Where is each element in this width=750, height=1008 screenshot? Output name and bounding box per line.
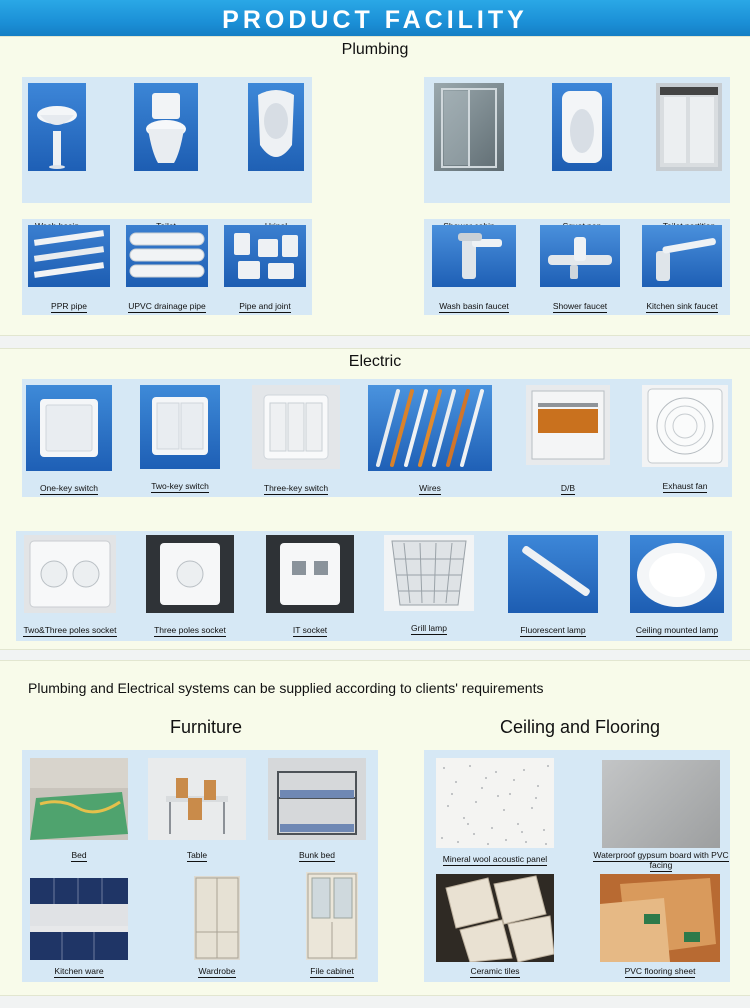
product-wash-basin-faucet xyxy=(432,225,516,313)
product-bunk-bed xyxy=(268,758,366,862)
one-key-switch-image xyxy=(26,385,112,471)
toilet-image xyxy=(134,83,198,171)
two-three-poles-socket-label: Two&Three poles socket xyxy=(23,625,117,635)
fluorescent-lamp-image xyxy=(508,535,598,613)
product-wardrobe xyxy=(194,876,240,978)
it-socket-image xyxy=(266,535,354,613)
wash-basin-image xyxy=(28,83,86,171)
product-bed xyxy=(30,758,128,862)
product-ceramic-tiles xyxy=(436,874,554,978)
electric-title: Electric xyxy=(348,353,402,370)
shower-cabin-image xyxy=(434,83,504,171)
three-poles-socket-image xyxy=(146,535,234,613)
electric-section xyxy=(0,348,750,650)
ceiling-mounted-lamp-image xyxy=(630,535,724,613)
supply-note: Plumbing and Electrical systems can be supplied according to clients' requirements xyxy=(28,680,544,696)
product-db xyxy=(526,385,610,495)
product-squat-pan xyxy=(552,83,612,201)
page-title: PRODUCT FACILITY xyxy=(222,6,528,34)
product-ppr-pipe xyxy=(28,225,110,313)
ceramic-tiles-image xyxy=(436,874,554,962)
shower-faucet-image xyxy=(540,225,620,287)
two-three-poles-socket-image xyxy=(24,535,116,613)
product-shower-faucet xyxy=(540,225,620,313)
two-key-switch-image xyxy=(140,385,220,469)
product-one-key-switch xyxy=(26,385,112,495)
ceramic-tiles-label: Ceramic tiles xyxy=(470,966,520,976)
waterproof-gypsum-board-label: Waterproof gypsum board with PVC facing xyxy=(593,850,729,870)
toilet-partition-image xyxy=(656,83,722,171)
pipe-and-joint-label: Pipe and joint xyxy=(239,301,291,311)
grill-lamp-label: Grill lamp xyxy=(411,623,447,633)
wash-basin-faucet-image xyxy=(432,225,516,287)
product-file-cabinet xyxy=(306,872,358,978)
product-two-three-poles-socket xyxy=(24,535,116,639)
wash-basin-faucet-label: Wash basin faucet xyxy=(439,301,509,311)
three-key-switch-image xyxy=(252,385,340,469)
kitchen-sink-faucet-image xyxy=(642,225,722,287)
product-three-poles-socket xyxy=(146,535,234,639)
wardrobe-image xyxy=(194,876,240,960)
ppr-pipe-label: PPR pipe xyxy=(51,301,87,311)
pipe-and-joint-image xyxy=(224,225,306,287)
squat-pan-image xyxy=(552,83,612,171)
product-toilet-partition xyxy=(656,83,722,201)
upvc-drainage-pipe-image xyxy=(126,225,208,287)
bunk-bed-label: Bunk bed xyxy=(299,850,335,860)
exhaust-fan-image xyxy=(642,385,728,467)
grill-lamp-image xyxy=(384,535,474,611)
urinal-image xyxy=(248,83,304,171)
table-label: Table xyxy=(186,850,208,860)
bed-image xyxy=(30,758,128,840)
plumbing-title: Plumbing xyxy=(341,41,409,58)
product-shower-cabin xyxy=(434,83,504,201)
three-key-switch-label: Three-key switch xyxy=(263,483,329,493)
product-upvc-drainage-pipe xyxy=(126,225,208,313)
product-ceiling-mounted-lamp xyxy=(630,535,724,639)
wires-image xyxy=(368,385,492,471)
product-two-key-switch xyxy=(140,385,220,495)
mineral-wool-acoustic-panel-image xyxy=(436,758,554,848)
furniture-title: Furniture xyxy=(169,717,243,737)
three-poles-socket-label: Three poles socket xyxy=(154,625,226,635)
product-three-key-switch xyxy=(252,385,340,495)
kitchen-sink-faucet-label: Kitchen sink faucet xyxy=(646,301,718,311)
kitchen-ware-label: Kitchen ware xyxy=(54,966,104,976)
product-pvc-flooring-sheet xyxy=(600,874,720,978)
product-table xyxy=(148,758,246,862)
bed-label: Bed xyxy=(71,850,87,860)
product-wash-basin xyxy=(28,83,86,201)
product-mineral-wool-acoustic-panel xyxy=(436,758,554,866)
ppr-pipe-image xyxy=(28,225,110,287)
mineral-wool-acoustic-panel-label: Mineral wool acoustic panel xyxy=(442,854,548,864)
table-image xyxy=(148,758,246,840)
pvc-flooring-sheet-image xyxy=(600,874,720,962)
product-waterproof-gypsum-board xyxy=(593,760,729,870)
two-key-switch-label: Two-key switch xyxy=(151,481,209,491)
kitchen-ware-image xyxy=(30,878,128,960)
plumbing-section xyxy=(0,36,750,336)
ceiling-flooring-title: Ceiling and Flooring xyxy=(499,717,661,737)
product-it-socket xyxy=(266,535,354,639)
shower-faucet-label: Shower faucet xyxy=(552,301,608,311)
ceiling-mounted-lamp-label: Ceiling mounted lamp xyxy=(635,625,719,635)
product-fluorescent-lamp xyxy=(508,535,598,639)
db-label: D/B xyxy=(560,483,576,493)
wardrobe-label: Wardrobe xyxy=(198,966,236,976)
fluorescent-lamp-label: Fluorescent lamp xyxy=(520,625,586,635)
product-grill-lamp xyxy=(384,535,474,639)
product-exhaust-fan xyxy=(642,385,728,495)
upvc-drainage-pipe-label: UPVC drainage pipe xyxy=(128,301,206,311)
product-toilet xyxy=(134,83,198,201)
product-kitchen-sink-faucet xyxy=(642,225,722,313)
page-header xyxy=(0,0,750,38)
product-wires xyxy=(368,385,492,495)
file-cabinet-image xyxy=(306,872,358,960)
bunk-bed-image xyxy=(268,758,366,840)
one-key-switch-label: One-key switch xyxy=(39,483,99,493)
it-socket-label: IT socket xyxy=(292,625,328,635)
waterproof-gypsum-board-image xyxy=(602,760,720,848)
product-pipe-and-joint xyxy=(224,225,306,313)
db-image xyxy=(526,385,610,465)
product-urinal xyxy=(248,83,304,201)
wires-label: Wires xyxy=(419,483,441,493)
product-kitchen-ware xyxy=(30,878,128,978)
pvc-flooring-sheet-label: PVC flooring sheet xyxy=(624,966,696,976)
exhaust-fan-label: Exhaust fan xyxy=(662,481,708,491)
file-cabinet-label: File cabinet xyxy=(310,966,354,976)
